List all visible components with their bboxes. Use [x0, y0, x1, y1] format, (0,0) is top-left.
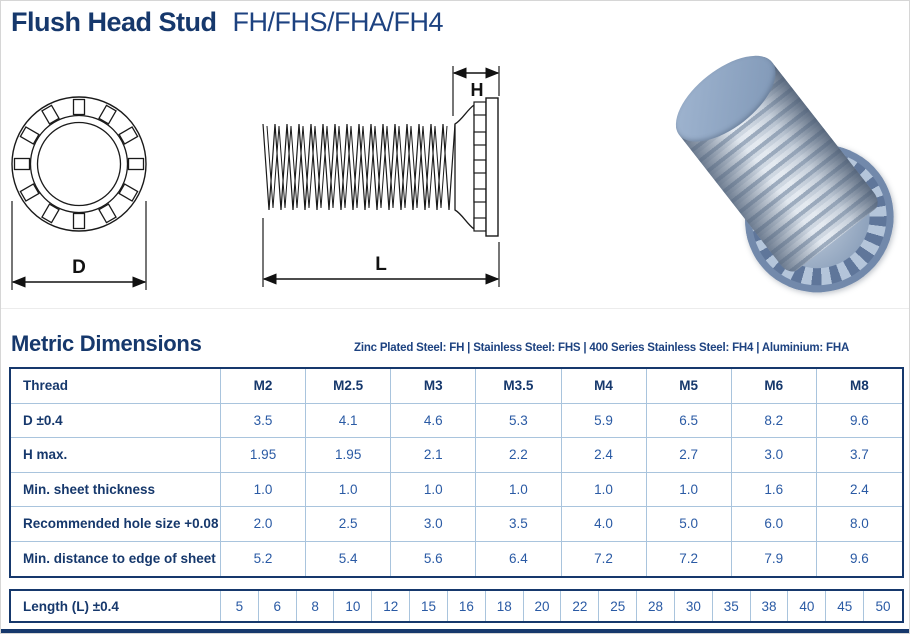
table-cell: 4.0	[562, 507, 647, 542]
column-header: M3.5	[476, 369, 561, 404]
table-cell: 7.9	[732, 542, 817, 577]
length-row-label: Length (L) ±0.4	[11, 591, 221, 621]
table-cell: 6.5	[647, 404, 732, 439]
length-cell: 50	[875, 598, 891, 614]
column-header-thread: Thread	[11, 369, 221, 404]
length-cell: 12	[372, 591, 410, 621]
product-codes: FH/FHS/FHA/FH4	[232, 7, 444, 37]
table-cell: 2.2	[476, 438, 561, 473]
table-cell: 1.0	[562, 473, 647, 508]
product-name: Flush Head Stud	[11, 7, 217, 37]
stud-3d	[660, 41, 905, 304]
table-cell: 1.0	[647, 473, 732, 508]
table-cell: 6.0	[732, 507, 817, 542]
table-cell: 1.95	[306, 438, 391, 473]
side-view-drawing	[241, 56, 507, 298]
table-cell: 3.0	[391, 507, 476, 542]
length-cell: 38	[751, 591, 789, 621]
row-label: Recommended hole size +0.08	[11, 507, 221, 542]
row-label: Min. sheet thickness	[11, 473, 221, 508]
length-cell: 25	[599, 591, 637, 621]
length-cell: 28	[637, 591, 675, 621]
table-cell: 5.9	[562, 404, 647, 439]
table-cell: 2.0	[221, 507, 306, 542]
dimension-l-label: L	[375, 254, 387, 275]
table-cell: 5.3	[476, 404, 561, 439]
column-header: M3	[391, 369, 476, 404]
row-label: D ±0.4	[11, 404, 221, 439]
table-cell: 7.2	[647, 542, 732, 577]
metric-table	[9, 367, 904, 578]
dimension-h-label: H	[470, 80, 484, 100]
materials-note: Zinc Plated Steel: FH | Stainless Steel: FHS | 400 Series Stainless Steel: FH4 | Aluminium: FHA	[354, 342, 850, 354]
column-header: M2.5	[306, 369, 391, 404]
column-header: M5	[647, 369, 732, 404]
table-cell: 9.6	[817, 404, 902, 439]
table-cell: 2.7	[647, 438, 732, 473]
row-label: Min. distance to edge of sheet	[11, 542, 221, 577]
footer-bar	[1, 629, 910, 634]
table-cell: 3.5	[221, 404, 306, 439]
table-cell: 1.0	[221, 473, 306, 508]
table-cell: 5.4	[306, 542, 391, 577]
table-cell: 4.6	[391, 404, 476, 439]
length-cell: 40	[788, 591, 826, 621]
table-cell: 3.7	[817, 438, 902, 473]
table-cell: 1.95	[221, 438, 306, 473]
length-cell: 6	[259, 591, 297, 621]
product-photo	[657, 47, 909, 297]
table-cell: 1.0	[306, 473, 391, 508]
table-cell: 1.0	[476, 473, 561, 508]
table-cell: 2.4	[562, 438, 647, 473]
table-cell: 6.4	[476, 542, 561, 577]
length-cell: 16	[448, 591, 486, 621]
table-cell: 2.1	[391, 438, 476, 473]
column-header: M8	[817, 369, 902, 404]
flush-head-plate	[486, 98, 498, 236]
length-cell: 10	[334, 591, 372, 621]
table-cell: 5.0	[647, 507, 732, 542]
table-cell: 9.6	[850, 551, 869, 567]
row-label: H max.	[11, 438, 221, 473]
table-cell: 4.1	[306, 404, 391, 439]
length-table	[9, 589, 904, 623]
front-view-drawing	[9, 61, 159, 299]
table-cell: 3.0	[732, 438, 817, 473]
table-cell: 2.5	[306, 507, 391, 542]
length-cell: 22	[561, 591, 599, 621]
column-header: M2	[221, 369, 306, 404]
table-cell: 8.0	[817, 507, 902, 542]
table-cell: 7.2	[562, 542, 647, 577]
length-cell: 20	[524, 591, 562, 621]
table-cell: 5.2	[221, 542, 306, 577]
length-cell: 15	[410, 591, 448, 621]
table-cell: 1.6	[732, 473, 817, 508]
length-cell: 18	[486, 591, 524, 621]
length-cell: 30	[675, 591, 713, 621]
column-header: M4	[562, 369, 647, 404]
table-cell: 1.0	[391, 473, 476, 508]
length-cell: 8	[297, 591, 335, 621]
length-cell: 35	[713, 591, 751, 621]
section-heading: Metric Dimensions	[11, 331, 202, 356]
section-divider	[1, 308, 910, 309]
column-header: M6	[732, 369, 817, 404]
page-title	[11, 7, 443, 38]
length-cell: 45	[826, 591, 864, 621]
table-cell: 2.4	[817, 473, 902, 508]
table-cell: 8.2	[732, 404, 817, 439]
dimension-d-label: D	[72, 257, 86, 278]
head-knurl-teeth	[474, 102, 486, 231]
table-cell: 3.5	[476, 507, 561, 542]
table-cell: 5.6	[391, 542, 476, 577]
length-cell: 5	[221, 591, 259, 621]
